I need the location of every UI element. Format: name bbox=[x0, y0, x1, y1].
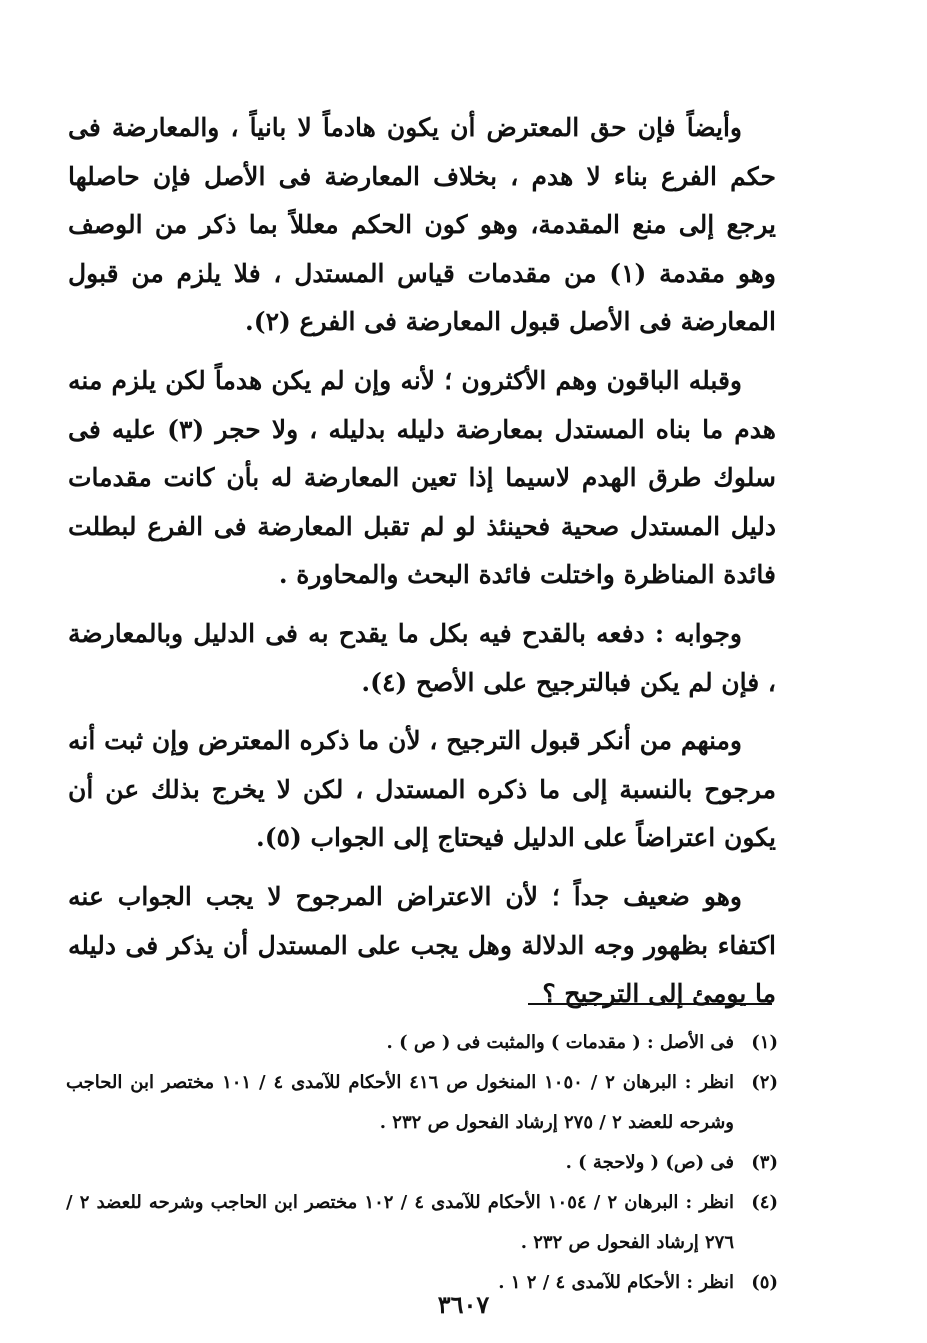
page-number: ٣٦٠٧ bbox=[437, 1290, 490, 1319]
footnote-number: (٤) bbox=[751, 1192, 778, 1213]
footnote-2 bbox=[66, 1063, 778, 1143]
paragraph-5: وهو ضعيف جداً ؛ لأن الاعتراض المرجوح لا يجب الجواب عنه اكتفاء بظهور وجه الدلالة وهل يجب على المستدل أن يذكر فى دليله ما يومئ إلى الترجيح ؟ bbox=[68, 881, 776, 1009]
footnote-number: (٣) bbox=[751, 1152, 778, 1173]
footnote-text: فى الأصل : ( مقدمات ) والمثبت فى ( ص ) . bbox=[386, 1032, 734, 1053]
paragraph-3: وجوابه : دفعه بالقدح فيه بكل ما يقدح به فى الدليل وبالمعارضة ، فإن لم يكن فبالترجيح على الأصح (٤). bbox=[68, 618, 776, 697]
footnote-number: (١) bbox=[751, 1032, 778, 1053]
main-text bbox=[68, 104, 776, 1029]
footnote-3 bbox=[66, 1143, 778, 1183]
footnotes bbox=[66, 1023, 778, 1303]
footnote-text: انظر : الأحكام للآمدى ٤ / ٢ ١ . bbox=[498, 1272, 734, 1293]
footnote-number: (٥) bbox=[751, 1272, 778, 1293]
footnote-number: (٢) bbox=[751, 1072, 778, 1093]
footnote-text: فى (ص) ( ولاحجة ) . bbox=[565, 1152, 734, 1173]
footnote-text: انظر : البرهان ٢ / ١٠٥٠ المنخول ص ٤١٦ الأحكام للآمدى ٤ / ١٠١ مختصر ابن الحاجب وشرحه للعضد ٢ / ٢٧٥ إرشاد الفحول ص ٢٣٢ . bbox=[66, 1072, 735, 1133]
footnote-divider bbox=[528, 1003, 772, 1005]
paragraph-1: وأيضاً فإن حق المعترض أن يكون هادماً لا بانياً ، والمعارضة فى حكم الفرع بناء لا هدم ، بخلاف المعارضة فى الأصل فإن حاصلها يرجع إلى منع المقدمة، وهو كون الحكم معللاً بما ذكر من الوصف وهو مقدمة (١) من مقدمات قياس المستدل ، فلا يلزم من قبول المعارضة فى الأصل قبول المعارضة فى الفرع (٢). bbox=[68, 113, 776, 337]
footnote-4 bbox=[66, 1183, 778, 1263]
paragraph-4: ومنهم من أنكر قبول الترجيح ، لأن ما ذكره المعترض وإن ثبت أنه مرجوح بالنسبة إلى ما ذكره المستدل ، لكن لا يخرج بذلك عن أن يكون اعتراضاً على الدليل فيحتاج إلى الجواب (٥). bbox=[68, 726, 776, 853]
paragraph-2: وقبله الباقون وهم الأكثرون ؛ لأنه وإن لم يكن هدماً لكن يلزم منه هدم ما بناه المستدل بمعارضة دليله بدليله ، ولا حجر (٣) عليه فى سلوك طرق الهدم لاسيما إذا تعين المعارضة له بأن كانت مقدمات دليل المستدل صحية فحينئذ لو لم تقبل المعارضة فى الفرع لبطلت فائدة المناظرة واختلت فائدة البحث والمحاورة . bbox=[68, 365, 776, 590]
footnote-1 bbox=[66, 1023, 778, 1063]
footnote-text: انظر : البرهان ٢ / ١٠٥٤ الأحكام للآمدى ٤ / ١٠٢ مختصر ابن الحاجب وشرحه للعضد ٢ / ٢٧٦ إرشاد الفحول ص ٢٣٢ . bbox=[66, 1192, 735, 1253]
